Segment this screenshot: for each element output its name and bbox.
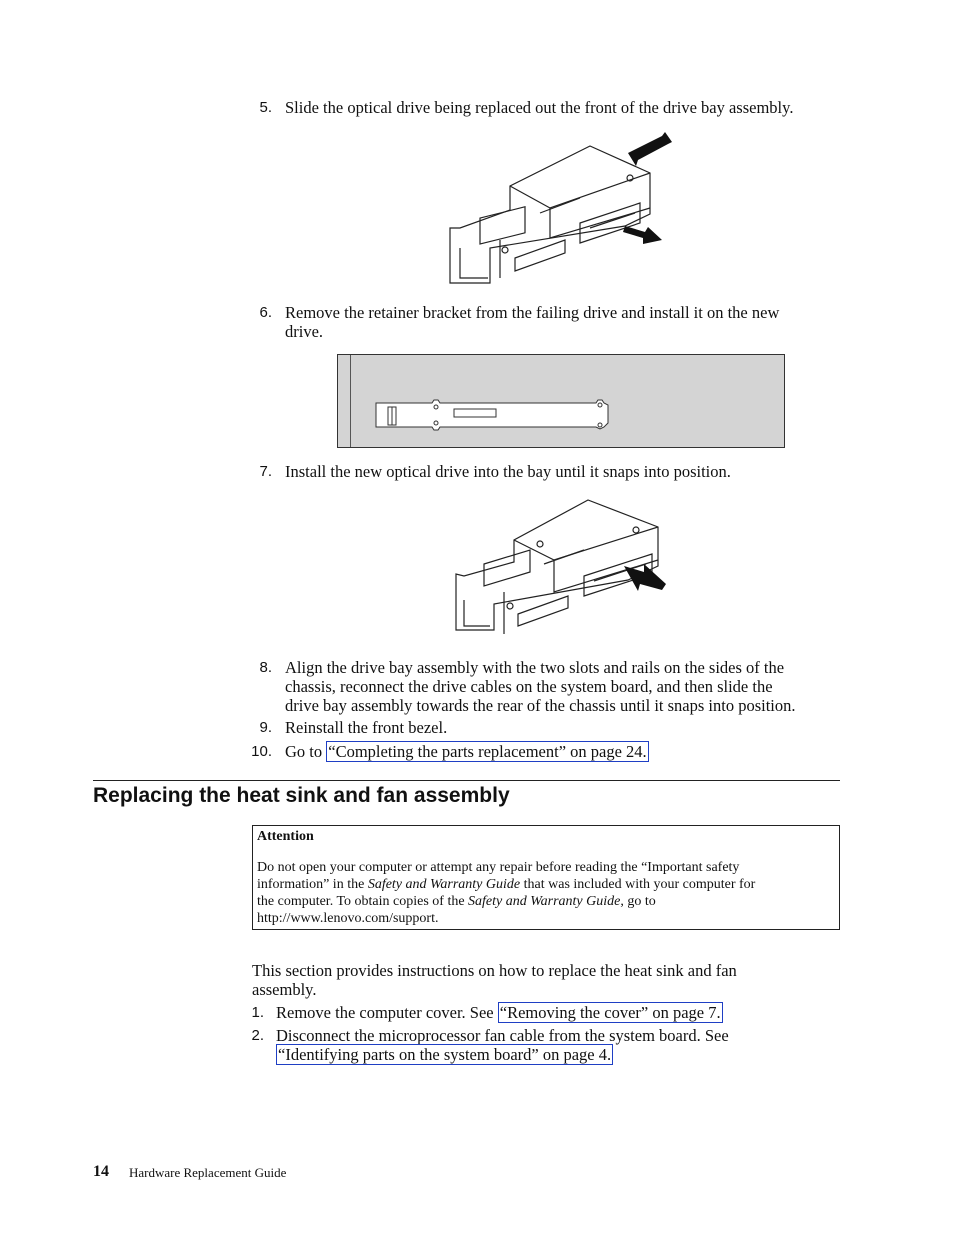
step-text: Slide the optical drive being replaced out the front of the drive bay assembly. [285, 98, 794, 117]
support-url: http://www.lenovo.com/support. [257, 911, 439, 926]
attention-text: that was included with your computer for [520, 877, 756, 892]
panel-edge [350, 355, 351, 447]
guide-title: Safety and Warranty Guide [468, 894, 621, 909]
attention-line [257, 893, 835, 910]
step-number: 7. [259, 463, 272, 480]
step-number: 6. [259, 304, 272, 321]
step-prefix: Go to [285, 742, 327, 761]
attention-line [257, 876, 835, 893]
guide-title: Safety and Warranty Guide [367, 877, 521, 892]
section-heading: Replacing the heat sink and fan assembly [93, 784, 510, 807]
step-text: drive bay assembly towards the rear of the chassis until it snaps into position. [285, 696, 796, 715]
attention-text: the computer. To obtain copies of the [257, 894, 469, 909]
step-number: 5. [259, 99, 272, 116]
attention-line: Do not open your computer or attempt any repair before reading the “Important safety [257, 860, 740, 875]
section-divider [93, 780, 840, 781]
step-text: Remove the retainer bracket from the failing drive and install it on the new [285, 303, 780, 322]
completing-replacement-link[interactable]: “Completing the parts replacement” on page 24. [328, 742, 647, 761]
step-text: Align the drive bay assembly with the two slots and rails on the sides of the [285, 658, 785, 677]
step-text [285, 742, 649, 761]
intro-text: assembly. [252, 980, 317, 999]
drive-removal-illustration [440, 128, 680, 290]
retainer-bracket [374, 399, 614, 431]
step-number: 9. [259, 719, 272, 736]
footer-title: Hardware Replacement Guide [129, 1165, 287, 1180]
step-text: Reinstall the front bezel. [285, 718, 448, 737]
step-text: drive. [285, 322, 324, 341]
attention-text: information” in the [257, 877, 368, 892]
page-number: 14 [93, 1163, 109, 1180]
system-board-parts-link[interactable]: “Identifying parts on the system board” on page 4. [278, 1045, 612, 1064]
retainer-bracket-illustration [337, 354, 785, 448]
step-text: chassis, reconnect the drive cables on the system board, and then slide the [285, 677, 773, 696]
step-number: 8. [259, 659, 272, 676]
step-prefix: Remove the computer cover. See [276, 1003, 498, 1022]
step-number: 10. [251, 743, 272, 760]
removing-cover-link[interactable]: “Removing the cover” on page 7. [499, 1003, 721, 1022]
step-text: Install the new optical drive into the bay until it snaps into position. [285, 462, 731, 481]
step-text [276, 1003, 723, 1022]
drive-installation-illustration [448, 492, 674, 642]
intro-text: This section provides instructions on how to replace the heat sink and fan [252, 961, 737, 980]
step-number: 2. [251, 1027, 264, 1044]
attention-notice [252, 825, 840, 930]
step-text: Disconnect the microprocessor fan cable from the system board. See [276, 1026, 729, 1045]
attention-title: Attention [257, 829, 314, 844]
step-number: 1. [251, 1004, 264, 1021]
attention-text: , go to [620, 894, 656, 909]
step-text [276, 1045, 613, 1064]
